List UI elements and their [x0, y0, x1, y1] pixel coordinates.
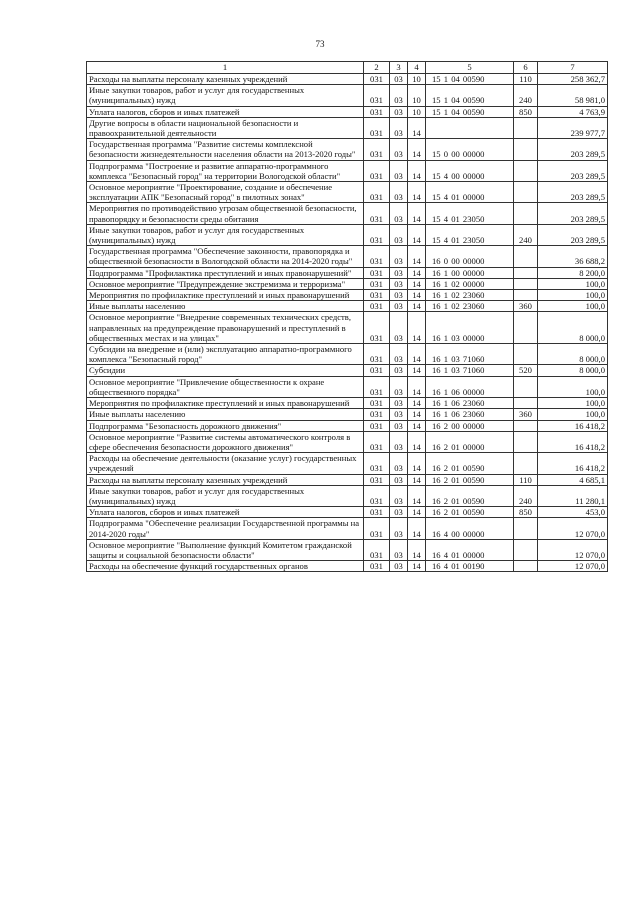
row-name-cell: Иные закупки товаров, работ и услуг для государственных (муниципальных) нужд — [87, 485, 364, 506]
table-row — [87, 485, 608, 506]
amount-cell: 12 070,0 — [538, 561, 608, 572]
subsection-code-cell: 14 — [408, 420, 426, 431]
amount-cell: 12 070,0 — [538, 539, 608, 560]
section-code-cell: 03 — [390, 312, 408, 344]
page-number: 73 — [315, 39, 325, 49]
section-code-cell: 03 — [390, 182, 408, 203]
subsection-code-cell: 14 — [408, 160, 426, 181]
row-name-cell: Расходы на выплаты персоналу казенных учреждений — [87, 474, 364, 485]
row-name-cell: Государственная программа "Развитие системы комплексной безопасности жизнедеятельности населения области на 2013-2020 годы" — [87, 139, 364, 160]
target-article-cell: 16 1 06 23060 — [426, 409, 514, 420]
row-name-cell: Иные выплаты населению — [87, 409, 364, 420]
subsection-code-cell: 14 — [408, 409, 426, 420]
subsection-code-cell: 14 — [408, 278, 426, 289]
amount-cell: 58 981,0 — [538, 85, 608, 106]
expense-type-cell — [514, 561, 538, 572]
amount-cell: 100,0 — [538, 398, 608, 409]
table-row — [87, 507, 608, 518]
expense-type-cell — [514, 398, 538, 409]
subsection-code-cell: 14 — [408, 431, 426, 452]
admin-code-cell: 031 — [364, 267, 390, 278]
section-code-cell: 03 — [390, 518, 408, 539]
amount-cell: 239 977,7 — [538, 117, 608, 138]
expense-type-cell: 520 — [514, 365, 538, 376]
admin-code-cell: 031 — [364, 561, 390, 572]
table-row — [87, 453, 608, 474]
expense-type-cell — [514, 539, 538, 560]
table-row — [87, 376, 608, 397]
subsection-code-cell: 10 — [408, 85, 426, 106]
subsection-code-cell: 14 — [408, 474, 426, 485]
section-code-cell: 03 — [390, 420, 408, 431]
amount-cell: 100,0 — [538, 290, 608, 301]
amount-cell: 8 000,0 — [538, 365, 608, 376]
admin-code-cell: 031 — [364, 398, 390, 409]
target-article-cell: 16 1 06 23060 — [426, 398, 514, 409]
section-code-cell: 03 — [390, 85, 408, 106]
row-name-cell: Основное мероприятие "Развитие системы автоматического контроля в сфере обеспечения безопасности дорожного движения" — [87, 431, 364, 452]
expense-type-cell — [514, 246, 538, 267]
table-row — [87, 301, 608, 312]
row-name-cell: Основное мероприятие "Внедрение современных технических средств, направленных на предупреждение правонарушений и преступлений в общественных местах и на улицах" — [87, 312, 364, 344]
expense-type-cell — [514, 431, 538, 452]
row-name-cell: Основное мероприятие "Предупреждение экстремизма и терроризма" — [87, 278, 364, 289]
subsection-code-cell: 14 — [408, 312, 426, 344]
subsection-code-cell: 10 — [408, 74, 426, 85]
table-row — [87, 85, 608, 106]
target-article-cell: 16 1 02 23060 — [426, 290, 514, 301]
subsection-code-cell: 14 — [408, 507, 426, 518]
target-article-cell: 16 0 00 00000 — [426, 246, 514, 267]
amount-cell: 100,0 — [538, 409, 608, 420]
section-code-cell: 03 — [390, 224, 408, 245]
admin-code-cell: 031 — [364, 431, 390, 452]
admin-code-cell: 031 — [364, 278, 390, 289]
table-row — [87, 106, 608, 117]
amount-cell: 203 289,5 — [538, 224, 608, 245]
table-row — [87, 344, 608, 365]
admin-code-cell: 031 — [364, 160, 390, 181]
amount-cell: 8 000,0 — [538, 344, 608, 365]
row-name-cell: Расходы на выплаты персоналу казенных учреждений — [87, 74, 364, 85]
section-code-cell: 03 — [390, 453, 408, 474]
amount-cell: 258 362,7 — [538, 74, 608, 85]
admin-code-cell: 031 — [364, 409, 390, 420]
subsection-code-cell: 14 — [408, 485, 426, 506]
admin-code-cell: 031 — [364, 312, 390, 344]
expense-type-cell: 240 — [514, 85, 538, 106]
row-name-cell: Другие вопросы в области национальной безопасности и правоохранительной деятельности — [87, 117, 364, 138]
row-name-cell: Основное мероприятие "Проектирование, создание и обеспечение эксплуатации АПК "Безопасный город" в пилотных зонах" — [87, 182, 364, 203]
row-name-cell: Подпрограмма "Безопасность дорожного движения" — [87, 420, 364, 431]
target-article-cell: 16 2 00 00000 — [426, 420, 514, 431]
header-cell: 3 — [390, 62, 408, 74]
table-row — [87, 117, 608, 138]
admin-code-cell: 031 — [364, 139, 390, 160]
row-name-cell: Уплата налогов, сборов и иных платежей — [87, 507, 364, 518]
subsection-code-cell: 14 — [408, 365, 426, 376]
section-code-cell: 03 — [390, 376, 408, 397]
target-article-cell: 16 1 03 00000 — [426, 312, 514, 344]
amount-cell: 4 763,9 — [538, 106, 608, 117]
table-row — [87, 420, 608, 431]
table-body — [87, 74, 608, 572]
expense-type-cell — [514, 117, 538, 138]
subsection-code-cell: 14 — [408, 203, 426, 224]
row-name-cell: Расходы на обеспечение деятельности (оказание услуг) государственных учреждений — [87, 453, 364, 474]
expense-type-cell — [514, 376, 538, 397]
target-article-cell: 16 1 00 00000 — [426, 267, 514, 278]
section-code-cell: 03 — [390, 74, 408, 85]
target-article-cell: 16 2 01 00590 — [426, 485, 514, 506]
admin-code-cell: 031 — [364, 539, 390, 560]
section-code-cell: 03 — [390, 278, 408, 289]
section-code-cell: 03 — [390, 398, 408, 409]
amount-cell: 203 289,5 — [538, 139, 608, 160]
target-article-cell: 15 1 04 00590 — [426, 85, 514, 106]
expense-type-cell: 360 — [514, 409, 538, 420]
table-row — [87, 139, 608, 160]
admin-code-cell: 031 — [364, 182, 390, 203]
expense-type-cell: 240 — [514, 485, 538, 506]
admin-code-cell: 031 — [364, 117, 390, 138]
table-row — [87, 278, 608, 289]
expense-type-cell — [514, 182, 538, 203]
admin-code-cell: 031 — [364, 453, 390, 474]
section-code-cell: 03 — [390, 267, 408, 278]
admin-code-cell: 031 — [364, 85, 390, 106]
amount-cell: 12 070,0 — [538, 518, 608, 539]
admin-code-cell: 031 — [364, 485, 390, 506]
target-article-cell: 16 1 03 71060 — [426, 344, 514, 365]
target-article-cell: 15 4 00 00000 — [426, 160, 514, 181]
subsection-code-cell: 14 — [408, 344, 426, 365]
target-article-cell: 16 2 01 00590 — [426, 507, 514, 518]
row-name-cell: Подпрограмма "Построение и развитие аппаратно-программного комплекса "Безопасный город" на территории Вологодской области" — [87, 160, 364, 181]
target-article-cell: 16 4 01 00000 — [426, 539, 514, 560]
admin-code-cell: 031 — [364, 518, 390, 539]
admin-code-cell: 031 — [364, 224, 390, 245]
row-name-cell: Подпрограмма "Обеспечение реализации Государственной программы на 2014-2020 годы" — [87, 518, 364, 539]
target-article-cell: 16 1 06 00000 — [426, 376, 514, 397]
expense-type-cell: 850 — [514, 106, 538, 117]
expense-type-cell — [514, 344, 538, 365]
subsection-code-cell: 14 — [408, 182, 426, 203]
section-code-cell: 03 — [390, 139, 408, 160]
expense-type-cell — [514, 278, 538, 289]
admin-code-cell: 031 — [364, 301, 390, 312]
row-name-cell: Субсидии — [87, 365, 364, 376]
subsection-code-cell: 14 — [408, 518, 426, 539]
section-code-cell: 03 — [390, 561, 408, 572]
amount-cell: 11 280,1 — [538, 485, 608, 506]
budget-table — [86, 61, 608, 572]
amount-cell: 203 289,5 — [538, 203, 608, 224]
header-cell: 4 — [408, 62, 426, 74]
target-article-cell: 15 4 01 00000 — [426, 182, 514, 203]
section-code-cell: 03 — [390, 290, 408, 301]
subsection-code-cell: 14 — [408, 267, 426, 278]
admin-code-cell: 031 — [364, 290, 390, 301]
target-article-cell: 16 4 00 00000 — [426, 518, 514, 539]
subsection-code-cell: 14 — [408, 561, 426, 572]
section-code-cell: 03 — [390, 409, 408, 420]
table-row — [87, 365, 608, 376]
section-code-cell: 03 — [390, 431, 408, 452]
expense-type-cell — [514, 203, 538, 224]
amount-cell: 16 418,2 — [538, 453, 608, 474]
target-article-cell: 16 2 01 00590 — [426, 474, 514, 485]
row-name-cell: Расходы на обеспечение функций государственных органов — [87, 561, 364, 572]
subsection-code-cell: 14 — [408, 117, 426, 138]
subsection-code-cell: 14 — [408, 376, 426, 397]
admin-code-cell: 031 — [364, 106, 390, 117]
expense-type-cell: 110 — [514, 474, 538, 485]
row-name-cell: Субсидии на внедрение и (или) эксплуатацию аппаратно-программного комплекса "Безопасный город" — [87, 344, 364, 365]
target-article-cell: 16 2 01 00000 — [426, 431, 514, 452]
amount-cell: 16 418,2 — [538, 431, 608, 452]
section-code-cell: 03 — [390, 539, 408, 560]
target-article-cell: 15 0 00 00000 — [426, 139, 514, 160]
section-code-cell: 03 — [390, 344, 408, 365]
target-article-cell: 15 4 01 23050 — [426, 203, 514, 224]
header-cell: 7 — [538, 62, 608, 74]
row-name-cell: Основное мероприятие "Выполнение функций Комитетом гражданской защиты и социальной безопасности области" — [87, 539, 364, 560]
subsection-code-cell: 14 — [408, 224, 426, 245]
subsection-code-cell: 14 — [408, 246, 426, 267]
expense-type-cell: 850 — [514, 507, 538, 518]
subsection-code-cell: 14 — [408, 398, 426, 409]
amount-cell: 203 289,5 — [538, 182, 608, 203]
table-row — [87, 312, 608, 344]
section-code-cell: 03 — [390, 203, 408, 224]
table-row — [87, 561, 608, 572]
subsection-code-cell: 14 — [408, 139, 426, 160]
amount-cell: 36 688,2 — [538, 246, 608, 267]
amount-cell: 453,0 — [538, 507, 608, 518]
target-article-cell: 16 4 01 00190 — [426, 561, 514, 572]
section-code-cell: 03 — [390, 365, 408, 376]
row-name-cell: Мероприятия по профилактике преступлений и иных правонарушений — [87, 398, 364, 409]
admin-code-cell: 031 — [364, 344, 390, 365]
expense-type-cell: 240 — [514, 224, 538, 245]
target-article-cell: 16 1 02 23060 — [426, 301, 514, 312]
amount-cell: 4 685,1 — [538, 474, 608, 485]
section-code-cell: 03 — [390, 106, 408, 117]
table-row — [87, 246, 608, 267]
amount-cell: 203 289,5 — [538, 160, 608, 181]
target-article-cell: 16 2 01 00590 — [426, 453, 514, 474]
header-cell: 6 — [514, 62, 538, 74]
admin-code-cell: 031 — [364, 74, 390, 85]
admin-code-cell: 031 — [364, 365, 390, 376]
table-row — [87, 224, 608, 245]
expense-type-cell — [514, 267, 538, 278]
subsection-code-cell: 10 — [408, 106, 426, 117]
amount-cell: 8 200,0 — [538, 267, 608, 278]
amount-cell: 100,0 — [538, 278, 608, 289]
section-code-cell: 03 — [390, 474, 408, 485]
table-row — [87, 182, 608, 203]
expense-type-cell: 110 — [514, 74, 538, 85]
table-row — [87, 431, 608, 452]
expense-type-cell — [514, 420, 538, 431]
table-row — [87, 539, 608, 560]
section-code-cell: 03 — [390, 246, 408, 267]
section-code-cell: 03 — [390, 485, 408, 506]
table-row — [87, 74, 608, 85]
admin-code-cell: 031 — [364, 420, 390, 431]
table-row — [87, 474, 608, 485]
row-name-cell: Мероприятия по профилактике преступлений и иных правонарушений — [87, 290, 364, 301]
table-row — [87, 518, 608, 539]
subsection-code-cell: 14 — [408, 301, 426, 312]
expense-type-cell — [514, 290, 538, 301]
amount-cell: 8 000,0 — [538, 312, 608, 344]
header-cell: 1 — [87, 62, 364, 74]
target-article-cell: 16 1 03 71060 — [426, 365, 514, 376]
expense-type-cell — [514, 453, 538, 474]
expense-type-cell — [514, 139, 538, 160]
admin-code-cell: 031 — [364, 474, 390, 485]
row-name-cell: Уплата налогов, сборов и иных платежей — [87, 106, 364, 117]
admin-code-cell: 031 — [364, 507, 390, 518]
target-article-cell: 16 1 02 00000 — [426, 278, 514, 289]
row-name-cell: Государственная программа "Обеспечение законности, правопорядка и общественной безопасности в Вологодской области на 2014-2020 годы" — [87, 246, 364, 267]
row-name-cell: Иные закупки товаров, работ и услуг для государственных (муниципальных) нужд — [87, 85, 364, 106]
target-article-cell: 15 1 04 00590 — [426, 74, 514, 85]
row-name-cell: Иные выплаты населению — [87, 301, 364, 312]
expense-type-cell — [514, 312, 538, 344]
subsection-code-cell: 14 — [408, 290, 426, 301]
expense-type-cell — [514, 160, 538, 181]
header-cell: 2 — [364, 62, 390, 74]
table-row — [87, 267, 608, 278]
amount-cell: 100,0 — [538, 376, 608, 397]
target-article-cell: 15 4 01 23050 — [426, 224, 514, 245]
row-name-cell: Подпрограмма "Профилактика преступлений и иных правонарушений" — [87, 267, 364, 278]
row-name-cell: Иные закупки товаров, работ и услуг для государственных (муниципальных) нужд — [87, 224, 364, 245]
section-code-cell: 03 — [390, 160, 408, 181]
amount-cell: 16 418,2 — [538, 420, 608, 431]
table-row — [87, 398, 608, 409]
target-article-cell: 15 1 04 00590 — [426, 106, 514, 117]
header-cell: 5 — [426, 62, 514, 74]
row-name-cell: Основное мероприятие "Привлечение общественности к охране общественного порядка" — [87, 376, 364, 397]
table-row — [87, 409, 608, 420]
admin-code-cell: 031 — [364, 376, 390, 397]
section-code-cell: 03 — [390, 117, 408, 138]
section-code-cell: 03 — [390, 507, 408, 518]
table-row — [87, 290, 608, 301]
table-row — [87, 203, 608, 224]
admin-code-cell: 031 — [364, 203, 390, 224]
target-article-cell — [426, 117, 514, 138]
expense-type-cell: 360 — [514, 301, 538, 312]
admin-code-cell: 031 — [364, 246, 390, 267]
subsection-code-cell: 14 — [408, 453, 426, 474]
subsection-code-cell: 14 — [408, 539, 426, 560]
row-name-cell: Мероприятия по противодействию угрозам общественной безопасности, правопорядку и безопасности среды обитания — [87, 203, 364, 224]
expense-type-cell — [514, 518, 538, 539]
table-row — [87, 160, 608, 181]
section-code-cell: 03 — [390, 301, 408, 312]
header-row — [87, 62, 608, 74]
amount-cell: 100,0 — [538, 301, 608, 312]
